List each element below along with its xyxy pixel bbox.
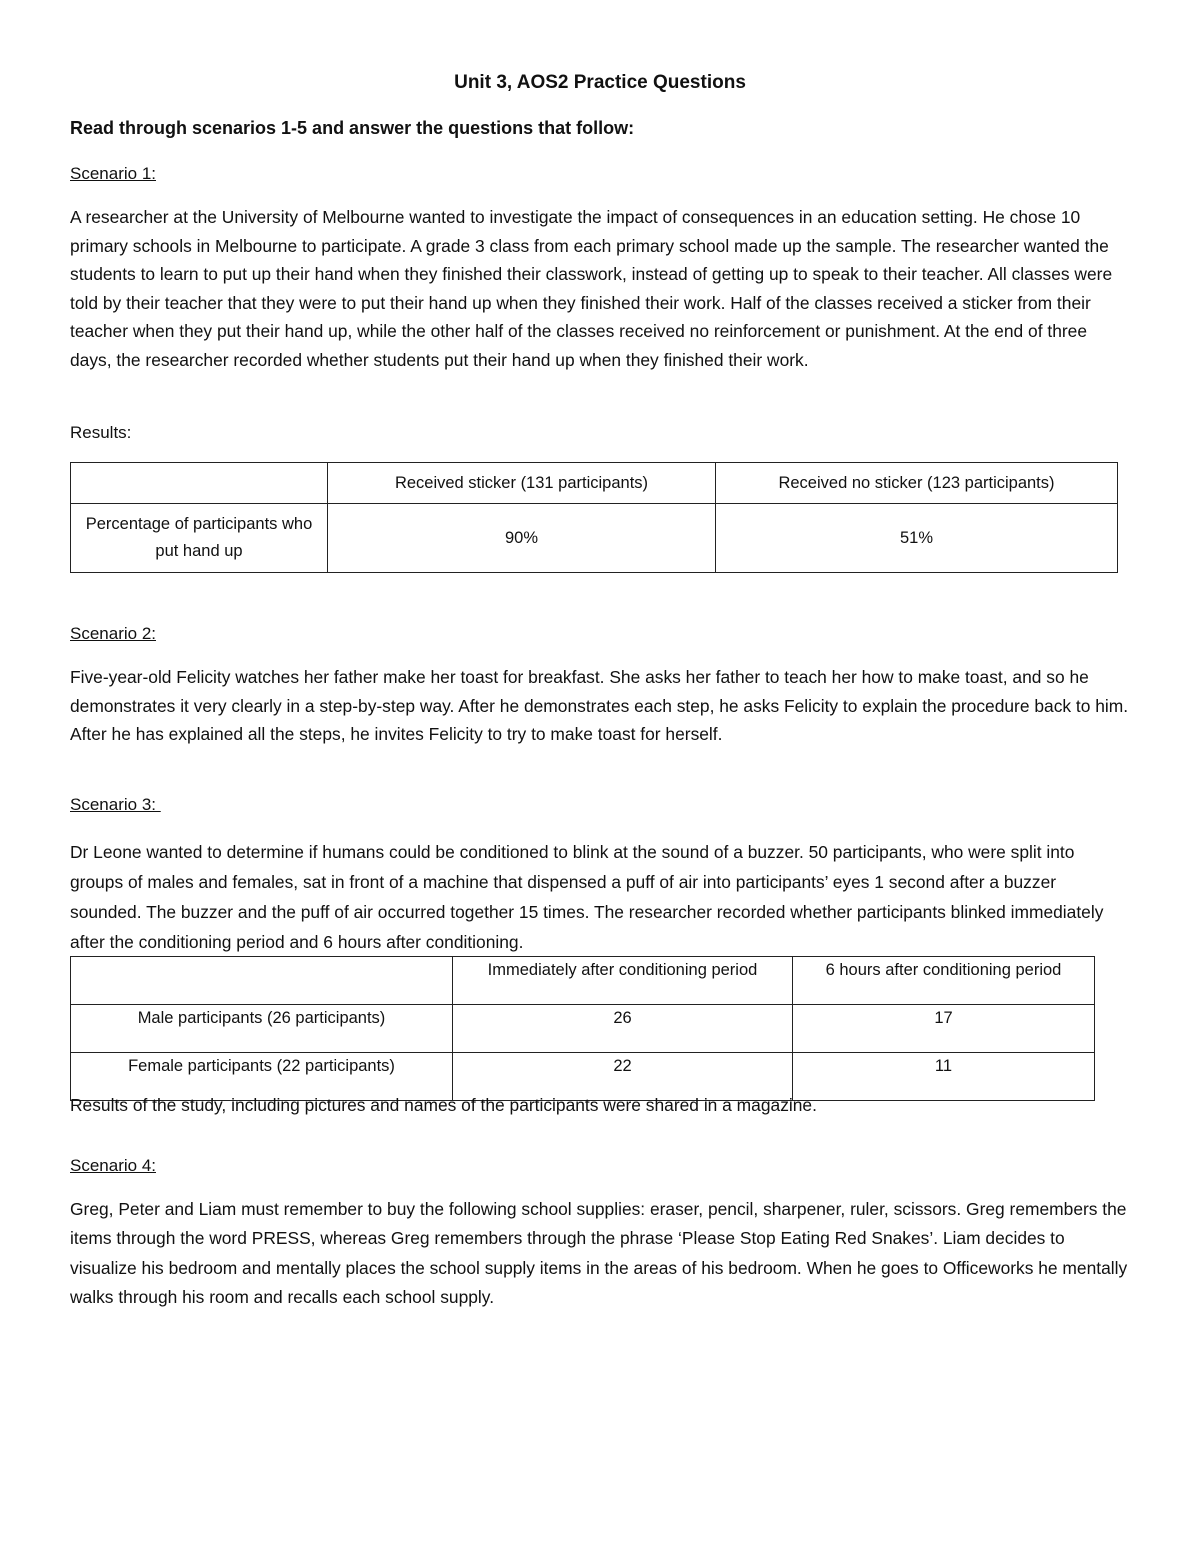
table-cell: 11 xyxy=(793,1053,1095,1101)
table-cell: 90% xyxy=(328,504,716,573)
table-header-row xyxy=(71,957,1095,1005)
table-cell: Male participants (26 participants) xyxy=(71,1005,453,1053)
scenario-4-heading: Scenario 4: xyxy=(70,1156,156,1175)
scenario-2-paragraph: Five-year-old Felicity watches her father make her toast for breakfast. She asks her father to teach her how to make toast, and so he demonstrates it very clearly in a step-by-step way. After he demonstrates each step, he asks Felicity to explain the procedure back to him. After he has explained all the steps, he invites Felicity to try to make toast for herself. xyxy=(70,667,1129,745)
scenario-3-heading: Scenario 3: xyxy=(70,795,161,814)
scenario-3-results-table xyxy=(70,956,1095,1101)
scenario-3-note: Results of the study, including pictures and names of the participants were shared in a magazine. xyxy=(70,1095,817,1115)
table-header-cell: Immediately after conditioning period xyxy=(453,957,793,1005)
table-row xyxy=(71,1005,1095,1053)
scenario-1-heading: Scenario 1: xyxy=(70,164,156,183)
table-cell: Percentage of participants who put hand up xyxy=(71,504,328,573)
table-header-row xyxy=(71,463,1118,504)
scenario-1-results-table xyxy=(70,462,1118,573)
table-row xyxy=(71,504,1118,573)
scenario-2-heading: Scenario 2: xyxy=(70,624,156,643)
table-cell: 51% xyxy=(716,504,1118,573)
document-title: Unit 3, AOS2 Practice Questions xyxy=(454,72,746,93)
scenario-4-paragraph: Greg, Peter and Liam must remember to buy the following school supplies: eraser, pencil, sharpener, ruler, scissors. Greg remembers the items through the word PRESS, whereas Greg remembers through the phrase ‘Please Stop Eating Red Snakes’. Liam decides to visualize his bedroom and mentally places the school supply items in the areas of his bedroom. When he goes to Officeworks he mentally walks through his room and recalls each school supply. xyxy=(70,1199,1128,1307)
table-header-cell xyxy=(71,463,328,504)
table-cell: 17 xyxy=(793,1005,1095,1053)
table-cell: Female participants (22 participants) xyxy=(71,1053,453,1101)
table-header-cell: Received no sticker (123 participants) xyxy=(716,463,1118,504)
table-cell: 22 xyxy=(453,1053,793,1101)
table-header-cell xyxy=(71,957,453,1005)
table-header-cell: 6 hours after conditioning period xyxy=(793,957,1095,1005)
table-header-cell: Received sticker (131 participants) xyxy=(328,463,716,504)
table-cell: 26 xyxy=(453,1005,793,1053)
scenario-1-paragraph: A researcher at the University of Melbourne wanted to investigate the impact of consequences in an education setting. He chose 10 primary schools in Melbourne to participate. A grade 3 class from each primary school made up the sample. The researcher wanted the students to learn to put up their hand when they finished their classwork, instead of getting up to speak to their teacher. All classes were told by their teacher that they were to put their hand up when they finished their work. Half of the classes received a sticker from their teacher when they put their hand up, while the other half of the classes received no reinforcement or punishment. At the end of three days, the researcher recorded whether students put their hand up when they finished their work. xyxy=(70,207,1113,370)
scenario-3-paragraph: Dr Leone wanted to determine if humans could be conditioned to blink at the sound of a buzzer. 50 participants, who were split into groups of males and females, sat in front of a machine that dispensed a puff of air into participants’ eyes 1 second after a buzzer sounded. The buzzer and the puff of air occurred together 15 times. The researcher recorded whether participants blinked immediately after the conditioning period and 6 hours after conditioning. xyxy=(70,842,1104,952)
instruction-text: Read through scenarios 1-5 and answer the questions that follow: xyxy=(70,118,635,138)
results-label: Results: xyxy=(70,423,132,442)
